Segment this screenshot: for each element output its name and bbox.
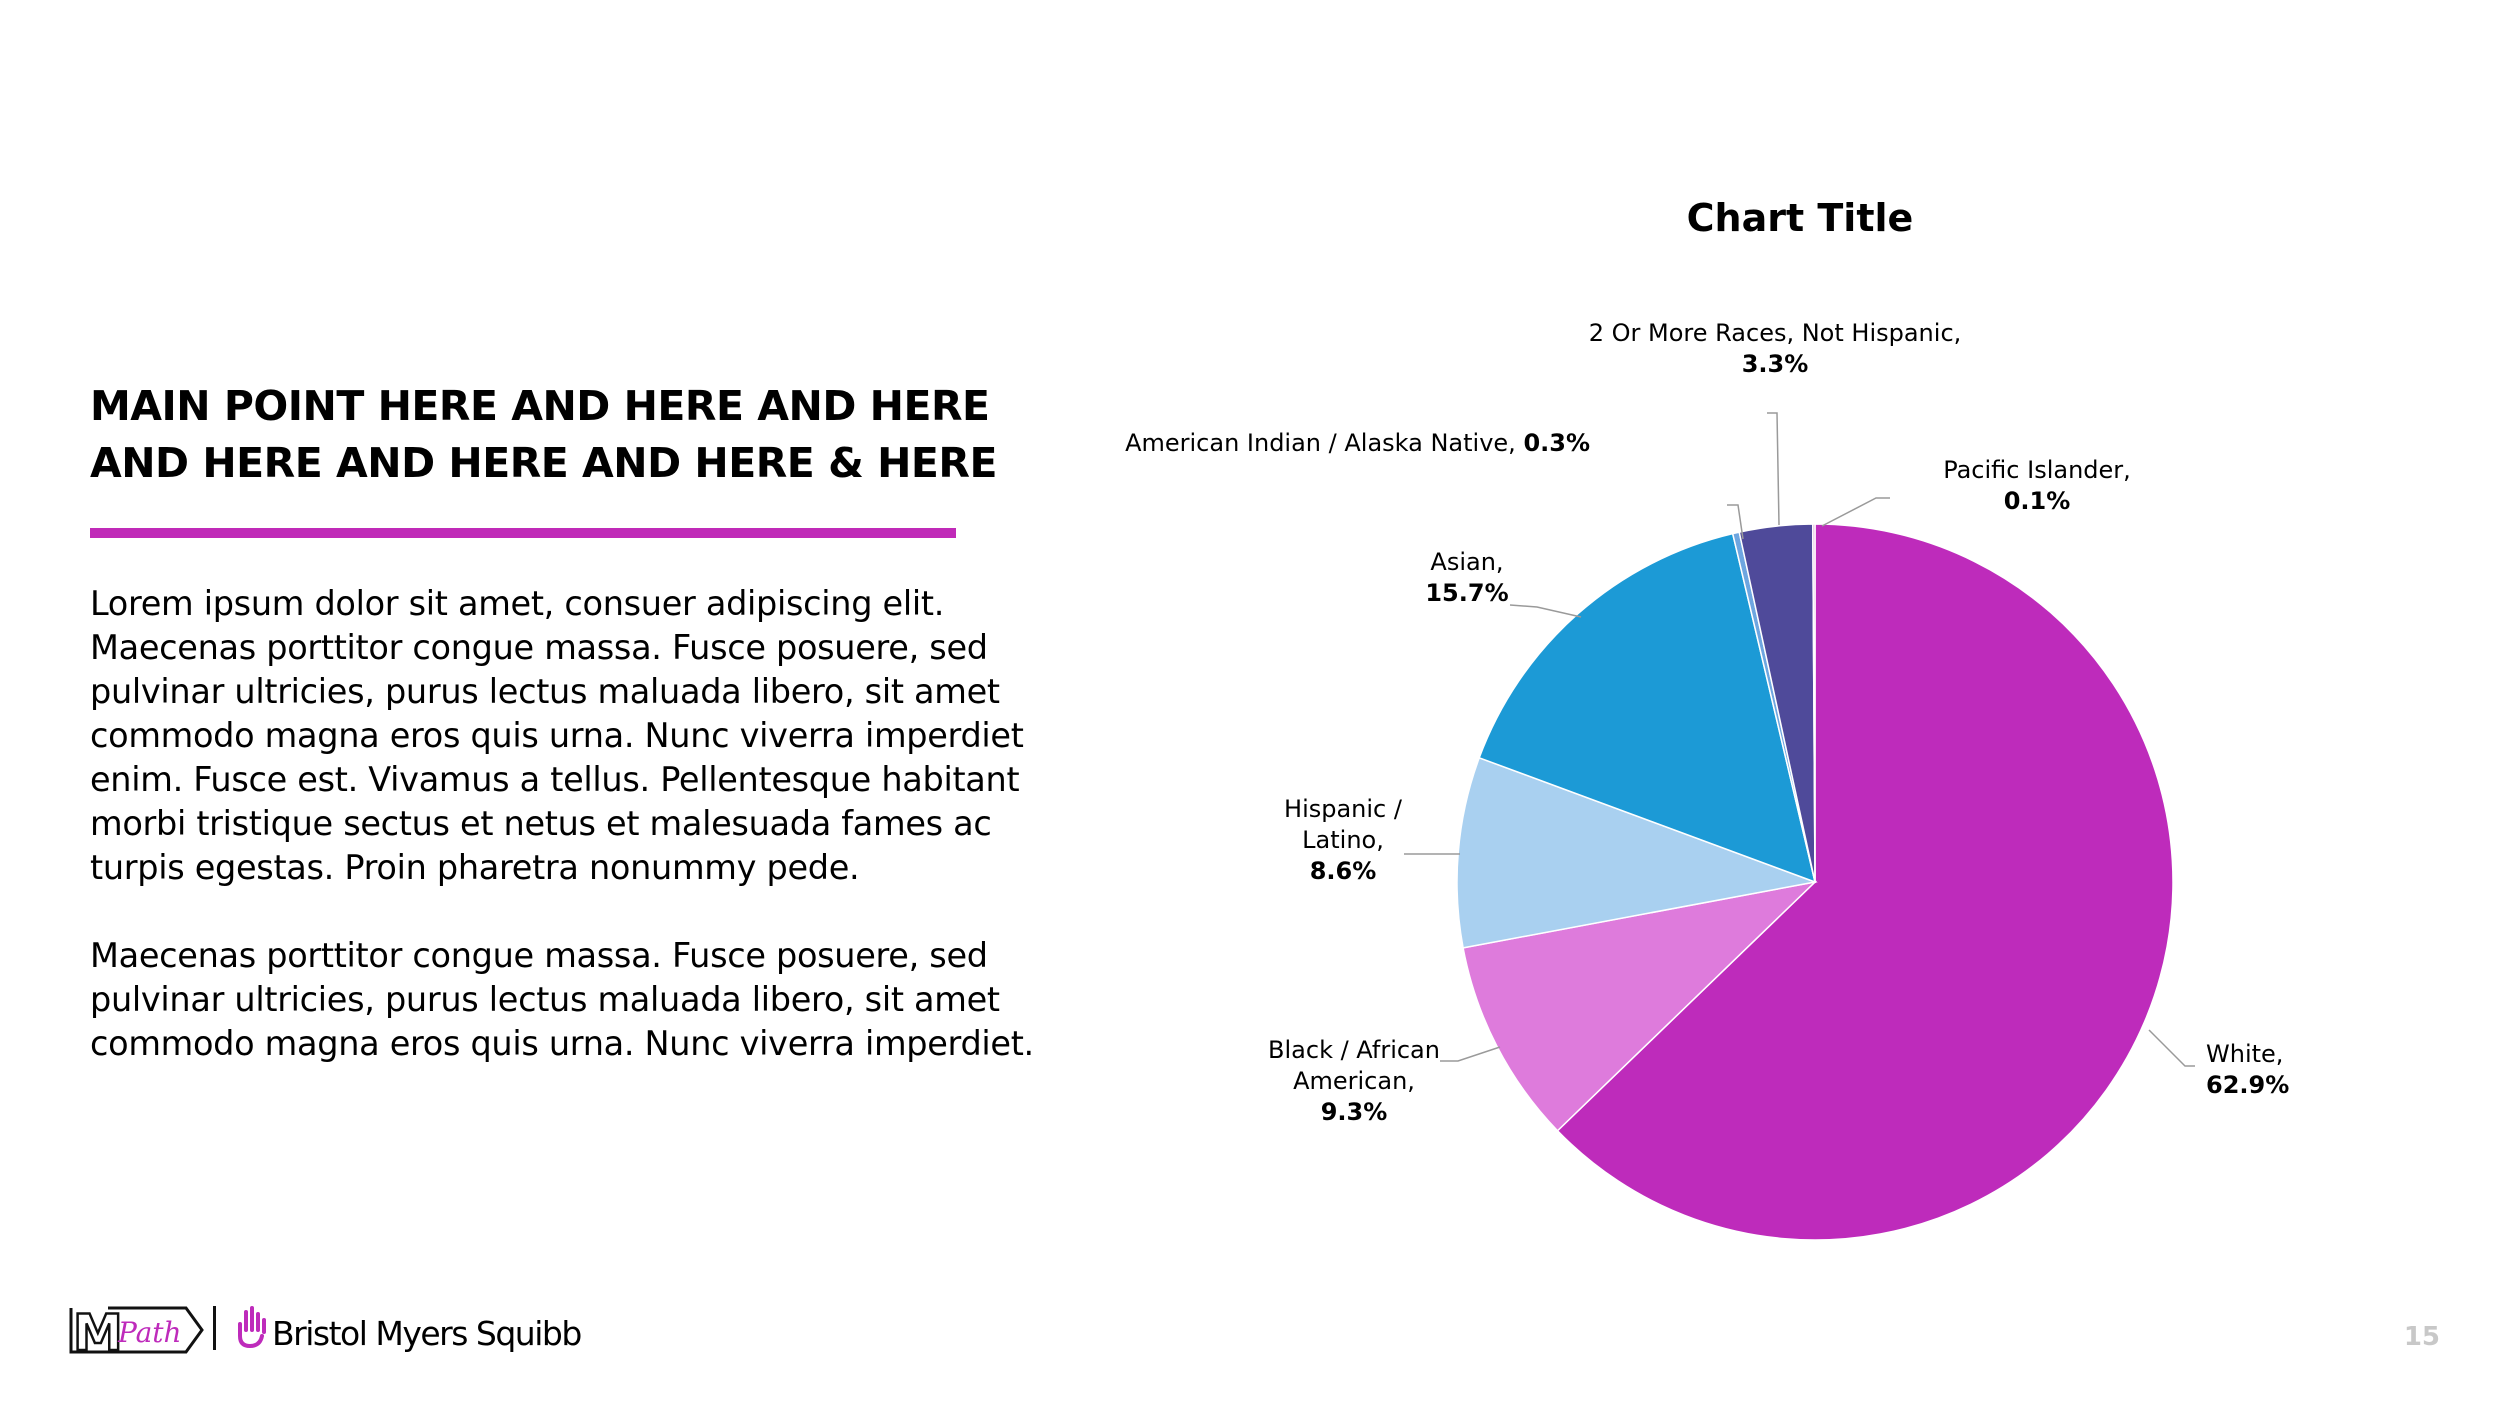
bms-hand-icon <box>234 1304 268 1350</box>
logo-divider <box>213 1306 216 1350</box>
paragraph-line: Maecenas porttitor congue massa. Fusce posuere, sed <box>90 628 988 667</box>
data-label: White, 62.9% <box>2206 1040 2290 1099</box>
leader-line <box>1510 605 1581 617</box>
body-paragraph-2 <box>90 934 1034 1066</box>
mpath-logo-text: Path <box>118 1316 182 1349</box>
leader-line <box>2149 1030 2195 1066</box>
mpath-logo-m: M <box>73 1304 123 1360</box>
paragraph-line: enim. Fusce est. Vivamus a tellus. Pellentesque habitant <box>90 760 1020 799</box>
bms-brand-text: Bristol Myers Squibb <box>272 1314 581 1353</box>
mpath-logo <box>68 1300 208 1360</box>
paragraph-line: morbi tristique sectus et netus et malesuada fames ac <box>90 804 992 843</box>
data-label: Asian, 15.7% <box>1425 548 1509 607</box>
paragraph-line: commodo magna eros quis urna. Nunc viverra imperdiet. <box>90 1024 1034 1063</box>
data-label: American Indian / Alaska Native, 0.3% <box>1125 429 1590 457</box>
leader-line <box>1440 1047 1500 1061</box>
leader-line <box>1822 498 1890 526</box>
paragraph-line: Maecenas porttitor congue massa. Fusce posuere, sed <box>90 936 988 975</box>
paragraph-line: pulvinar ultricies, purus lectus maluada libero, sit amet <box>90 672 1000 711</box>
body-paragraph-1 <box>90 582 1024 890</box>
data-label: Black / African American, 9.3% <box>1268 1036 1440 1126</box>
leader-line <box>1767 413 1779 525</box>
data-label: 2 Or More Races, Not Hispanic, 3.3% <box>1588 319 1962 378</box>
data-label: Hispanic / Latino, 8.6% <box>1284 795 1402 885</box>
paragraph-line: turpis egestas. Proin pharetra nonummy pede. <box>90 848 860 887</box>
pie-chart <box>1100 0 2500 1300</box>
paragraph-line: Lorem ipsum dolor sit amet, consuer adipiscing elit. <box>90 584 945 623</box>
paragraph-line: pulvinar ultricies, purus lectus maluada libero, sit amet <box>90 980 1000 1019</box>
accent-rule <box>90 528 956 538</box>
page-number: 15 <box>2403 1322 2440 1352</box>
main-heading-line: MAIN POINT HERE AND HERE AND HERE <box>90 382 990 430</box>
data-label: Pacific Islander, 0.1% <box>1943 456 2131 515</box>
main-heading-line: AND HERE AND HERE AND HERE & HERE <box>90 439 998 487</box>
chart-title: Chart Title <box>1686 196 1914 240</box>
main-heading <box>90 378 1030 492</box>
paragraph-line: commodo magna eros quis urna. Nunc viverra imperdiet <box>90 716 1024 755</box>
